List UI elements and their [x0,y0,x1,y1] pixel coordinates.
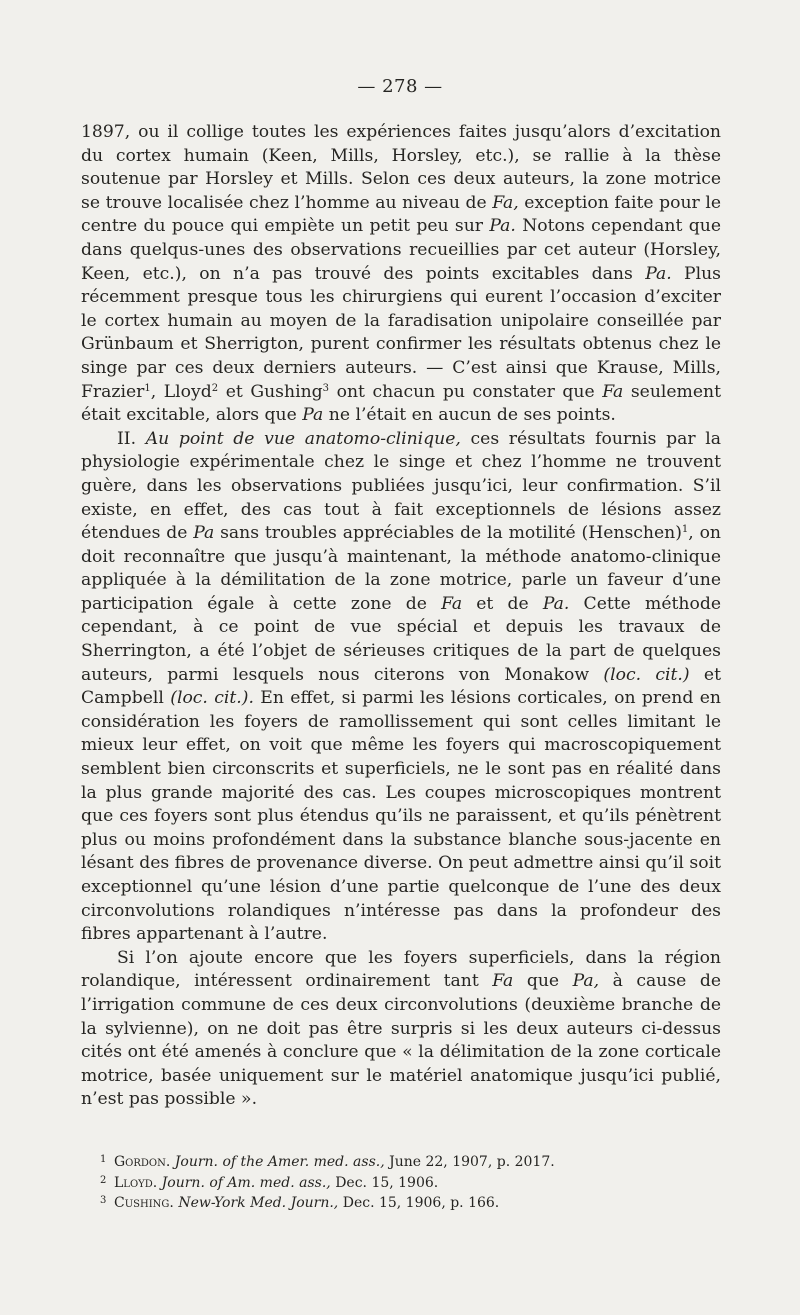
footnote: 2 Lloyd. Journ. of Am. med. ass., Dec. 15, 1906. [100,1174,439,1191]
paragraph-3: Si l’on ajoute encore que les foyers superficiels, dans la région rolandique, intéressent ordinairement tant Fa que Pa, à cause de l’irrigation commune de ces deux circonvolutions (deuxième branche de la sylvienne), on ne doit pas être surpris si les deux auteurs ci-dessus cités ont été amenés à conclure que « la délimitation de la zone corticale motrice, basée uniquement sur le matériel anatomique jusqu’ici publié, n’est pas possible ». [81,947,722,1110]
footnote-ref: 3 [322,382,330,394]
footnote: 3 Cushing. New-York Med. Journ., Dec. 15, 1906, p. 166. [100,1195,500,1211]
footnote: 1 Gordon. Journ. of the Amer. med. ass., June 22, 1907, p. 2017. [100,1154,555,1170]
footnote-ref: 1 [144,382,151,394]
body-text [81,121,721,1112]
footnotes [100,1151,736,1213]
paragraph-1: 1897, ou il collige toutes les expériences faites jusqu’alors d’excitation du cortex humain (Keen, Mills, Horsley, etc.), se rallie à la thèse soutenue par Horsley et Mills. Selon ces deux auteurs, la zone motrice se trouve localisée chez l’homme au niveau de Fa, exception faite pour le centre du pouce qui empiète un petit peu sur Pa. Notons cependant que dans quelqus-unes des observations recueillies par cet auteur (Horsley, Keen, etc.), on n’a pas trouvé des points excitables dans Pa. Plus récemment presque tous les chirurgiens qui eurent l’occasion d’exciter le cortex humain au moyen de la faradisation unipolaire conseillée par Grünbaum et Sherrigton, purent confirmer les résultats obtenus chez le singe par ces deux derniers auteurs. — C’est ainsi que Krause, Mills, Frazier$^1$, Lloyd$^2$ et Gushing$^3$ ont chacun pu constater que Fa seulement était excitable, alors que Pa ne l’était en aucun de ses points. [81,122,722,426]
footnote-ref: 2 [211,382,219,394]
paragraph-2: II. Au point de vue anatomo-clinique, ces résultats fournis par la physiologie expérimentale chez le singe et chez l’homme ne trouvent guère, dans les observations publiées jusqu’ici, leur confirmation. S’il existe, en effet, des cas tout à fait exceptionnels de lésions assez étendues de Pa sans troubles appréciables de la motilité (Henschen)$^1$, on doit reconnaître que jusqu’à maintenant, la méthode anatomo-clinique appliquée à la démilitation de la zone motrice, parle un faveur d’une participation égale à cette zone de Fa et de Pa. Cette méthode cependant, à ce point de vue spécial et depuis les travaux de Sherrington, a été l’objet de sérieuses critiques de la part de quelques auteurs, parmi lesquels nous citerons von Monakow (loc. cit.) et Campbell (loc. cit.). En effet, si parmi les lésions corticales, on prend en considération les foyers de ramollissement qui sont celles limitant le mieux leur effet, on voit que même les foyers qui macroscopiquement semblent bien circonscrits et superficiels, ne le sont pas en réalité dans la plus grande majorité des cas. Les coupes microscopiques montrent que ces foyers sont plus étendus qu’ils ne paraissent, et qu’ils pénètrent plus ou moins profondément dans la substance blanche sous-jacente en lésant des fibres de provenance diverse. On peut admettre ainsi qu’il soit exceptionnel qu’une lésion d’une partie quelconque de l’une des deux circonvolutions rolandiques n’intéresse pas dans la profondeur des fibres appartenant à l’autre. [81,428,722,945]
page-number: — 278 — [357,76,443,97]
section-heading: Au point de vue anatomo-clinique, [145,428,461,449]
footnote-ref: 1 [681,524,689,536]
